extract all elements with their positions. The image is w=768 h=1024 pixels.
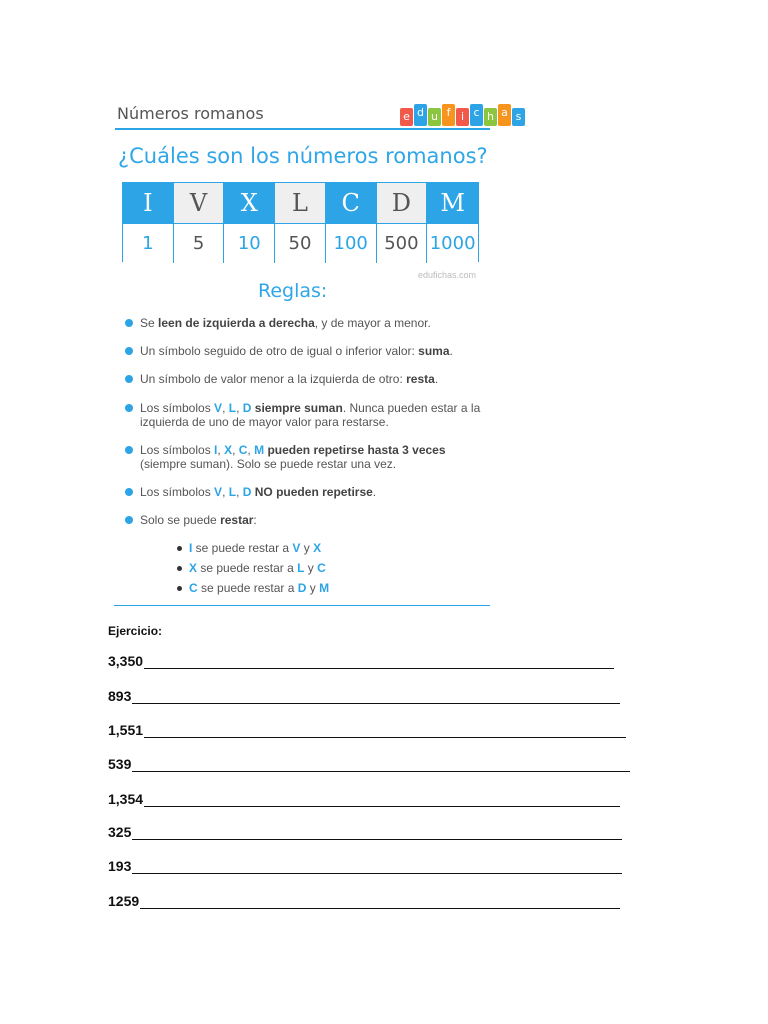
- subtraction-rule-item: X se puede restar a L y C: [189, 561, 326, 575]
- roman-value-cell: 1000: [427, 223, 478, 263]
- exercise-number: 325: [108, 824, 132, 840]
- bullet-icon: [125, 375, 133, 383]
- sub-bullet-icon: [177, 586, 182, 591]
- main-title: ¿Cuáles son los números romanos?: [118, 144, 488, 168]
- roman-symbol-cell: I: [123, 183, 174, 223]
- answer-line[interactable]: [144, 654, 614, 669]
- roman-symbol-cell: L: [275, 183, 326, 223]
- logo-letter: u: [428, 108, 441, 126]
- answer-line[interactable]: [132, 689, 620, 704]
- answer-line[interactable]: [144, 792, 620, 807]
- roman-symbol-cell: M: [427, 183, 478, 223]
- rule-item: Los símbolos V, L, D siempre suman. Nunca pueden estar a la izquierda de uno de mayor valor para restarse.: [140, 401, 481, 429]
- logo-letter: d: [414, 104, 427, 126]
- answer-line[interactable]: [132, 859, 622, 874]
- rule-item: Un símbolo seguido de otro de igual o inferior valor: suma.: [140, 344, 453, 358]
- roman-value-cell: 500: [377, 223, 428, 263]
- bullet-icon: [125, 319, 133, 327]
- logo-letter: f: [442, 104, 455, 126]
- exercise-row: [108, 893, 620, 909]
- exercise-number: 193: [108, 858, 132, 874]
- logo-letter: a: [498, 104, 511, 126]
- roman-symbol-cell: C: [326, 183, 377, 223]
- roman-value-cell: 50: [275, 223, 326, 263]
- exercise-row: [108, 791, 620, 807]
- document-header-title: Números romanos: [117, 104, 264, 123]
- rules-title: Reglas:: [258, 280, 328, 302]
- roman-value-cell: 5: [174, 223, 225, 263]
- answer-line[interactable]: [144, 723, 626, 738]
- exercise-row: [108, 858, 622, 874]
- exercise-row: [108, 722, 626, 738]
- section-divider: [114, 605, 490, 606]
- sub-bullet-icon: [177, 566, 182, 571]
- exercise-row: [108, 688, 620, 704]
- sub-bullet-icon: [177, 546, 182, 551]
- roman-value-cell: 1: [123, 223, 174, 263]
- exercise-number: 3,350: [108, 653, 144, 669]
- exercise-row: [108, 756, 630, 772]
- logo-letter: e: [400, 108, 413, 126]
- answer-line[interactable]: [132, 825, 622, 840]
- bullet-icon: [125, 404, 133, 412]
- edufichas-logo: [400, 100, 526, 126]
- logo-letter: i: [456, 108, 469, 126]
- exercise-row: [108, 824, 622, 840]
- exercise-row: [108, 653, 614, 669]
- exercise-label: Ejercicio:: [108, 624, 163, 638]
- rule-item: Los símbolos I, X, C, M pueden repetirse hasta 3 veces (siempre suman). Solo se puede restar una vez.: [140, 443, 446, 471]
- exercise-number: 893: [108, 688, 132, 704]
- logo-letter: s: [512, 108, 525, 126]
- roman-symbol-cell: D: [377, 183, 428, 223]
- site-credit: edufichas.com: [418, 270, 477, 280]
- rule-item: Solo se puede restar:: [140, 513, 257, 527]
- roman-numerals-table: [122, 182, 479, 262]
- answer-line[interactable]: [140, 894, 620, 909]
- roman-symbol-cell: X: [224, 183, 275, 223]
- subtraction-rule-item: C se puede restar a D y M: [189, 581, 330, 595]
- logo-letter: c: [470, 104, 483, 126]
- exercise-number: 539: [108, 756, 132, 772]
- answer-line[interactable]: [132, 757, 630, 772]
- rule-item: Un símbolo de valor menor a la izquierda de otro: resta.: [140, 372, 439, 386]
- roman-symbol-cell: V: [174, 183, 225, 223]
- roman-value-cell: 10: [224, 223, 275, 263]
- bullet-icon: [125, 488, 133, 496]
- rule-item: Se leen de izquierda a derecha, y de mayor a menor.: [140, 316, 431, 330]
- exercise-number: 1,551: [108, 722, 144, 738]
- roman-value-cell: 100: [326, 223, 377, 263]
- exercise-number: 1259: [108, 893, 140, 909]
- exercise-number: 1,354: [108, 791, 144, 807]
- logo-letter: h: [484, 108, 497, 126]
- subtraction-rule-item: I se puede restar a V y X: [189, 541, 322, 555]
- bullet-icon: [125, 446, 133, 454]
- bullet-icon: [125, 516, 133, 524]
- bullet-icon: [125, 347, 133, 355]
- rule-item: Los símbolos V, L, D NO pueden repetirse.: [140, 485, 377, 499]
- header-divider: [115, 128, 490, 130]
